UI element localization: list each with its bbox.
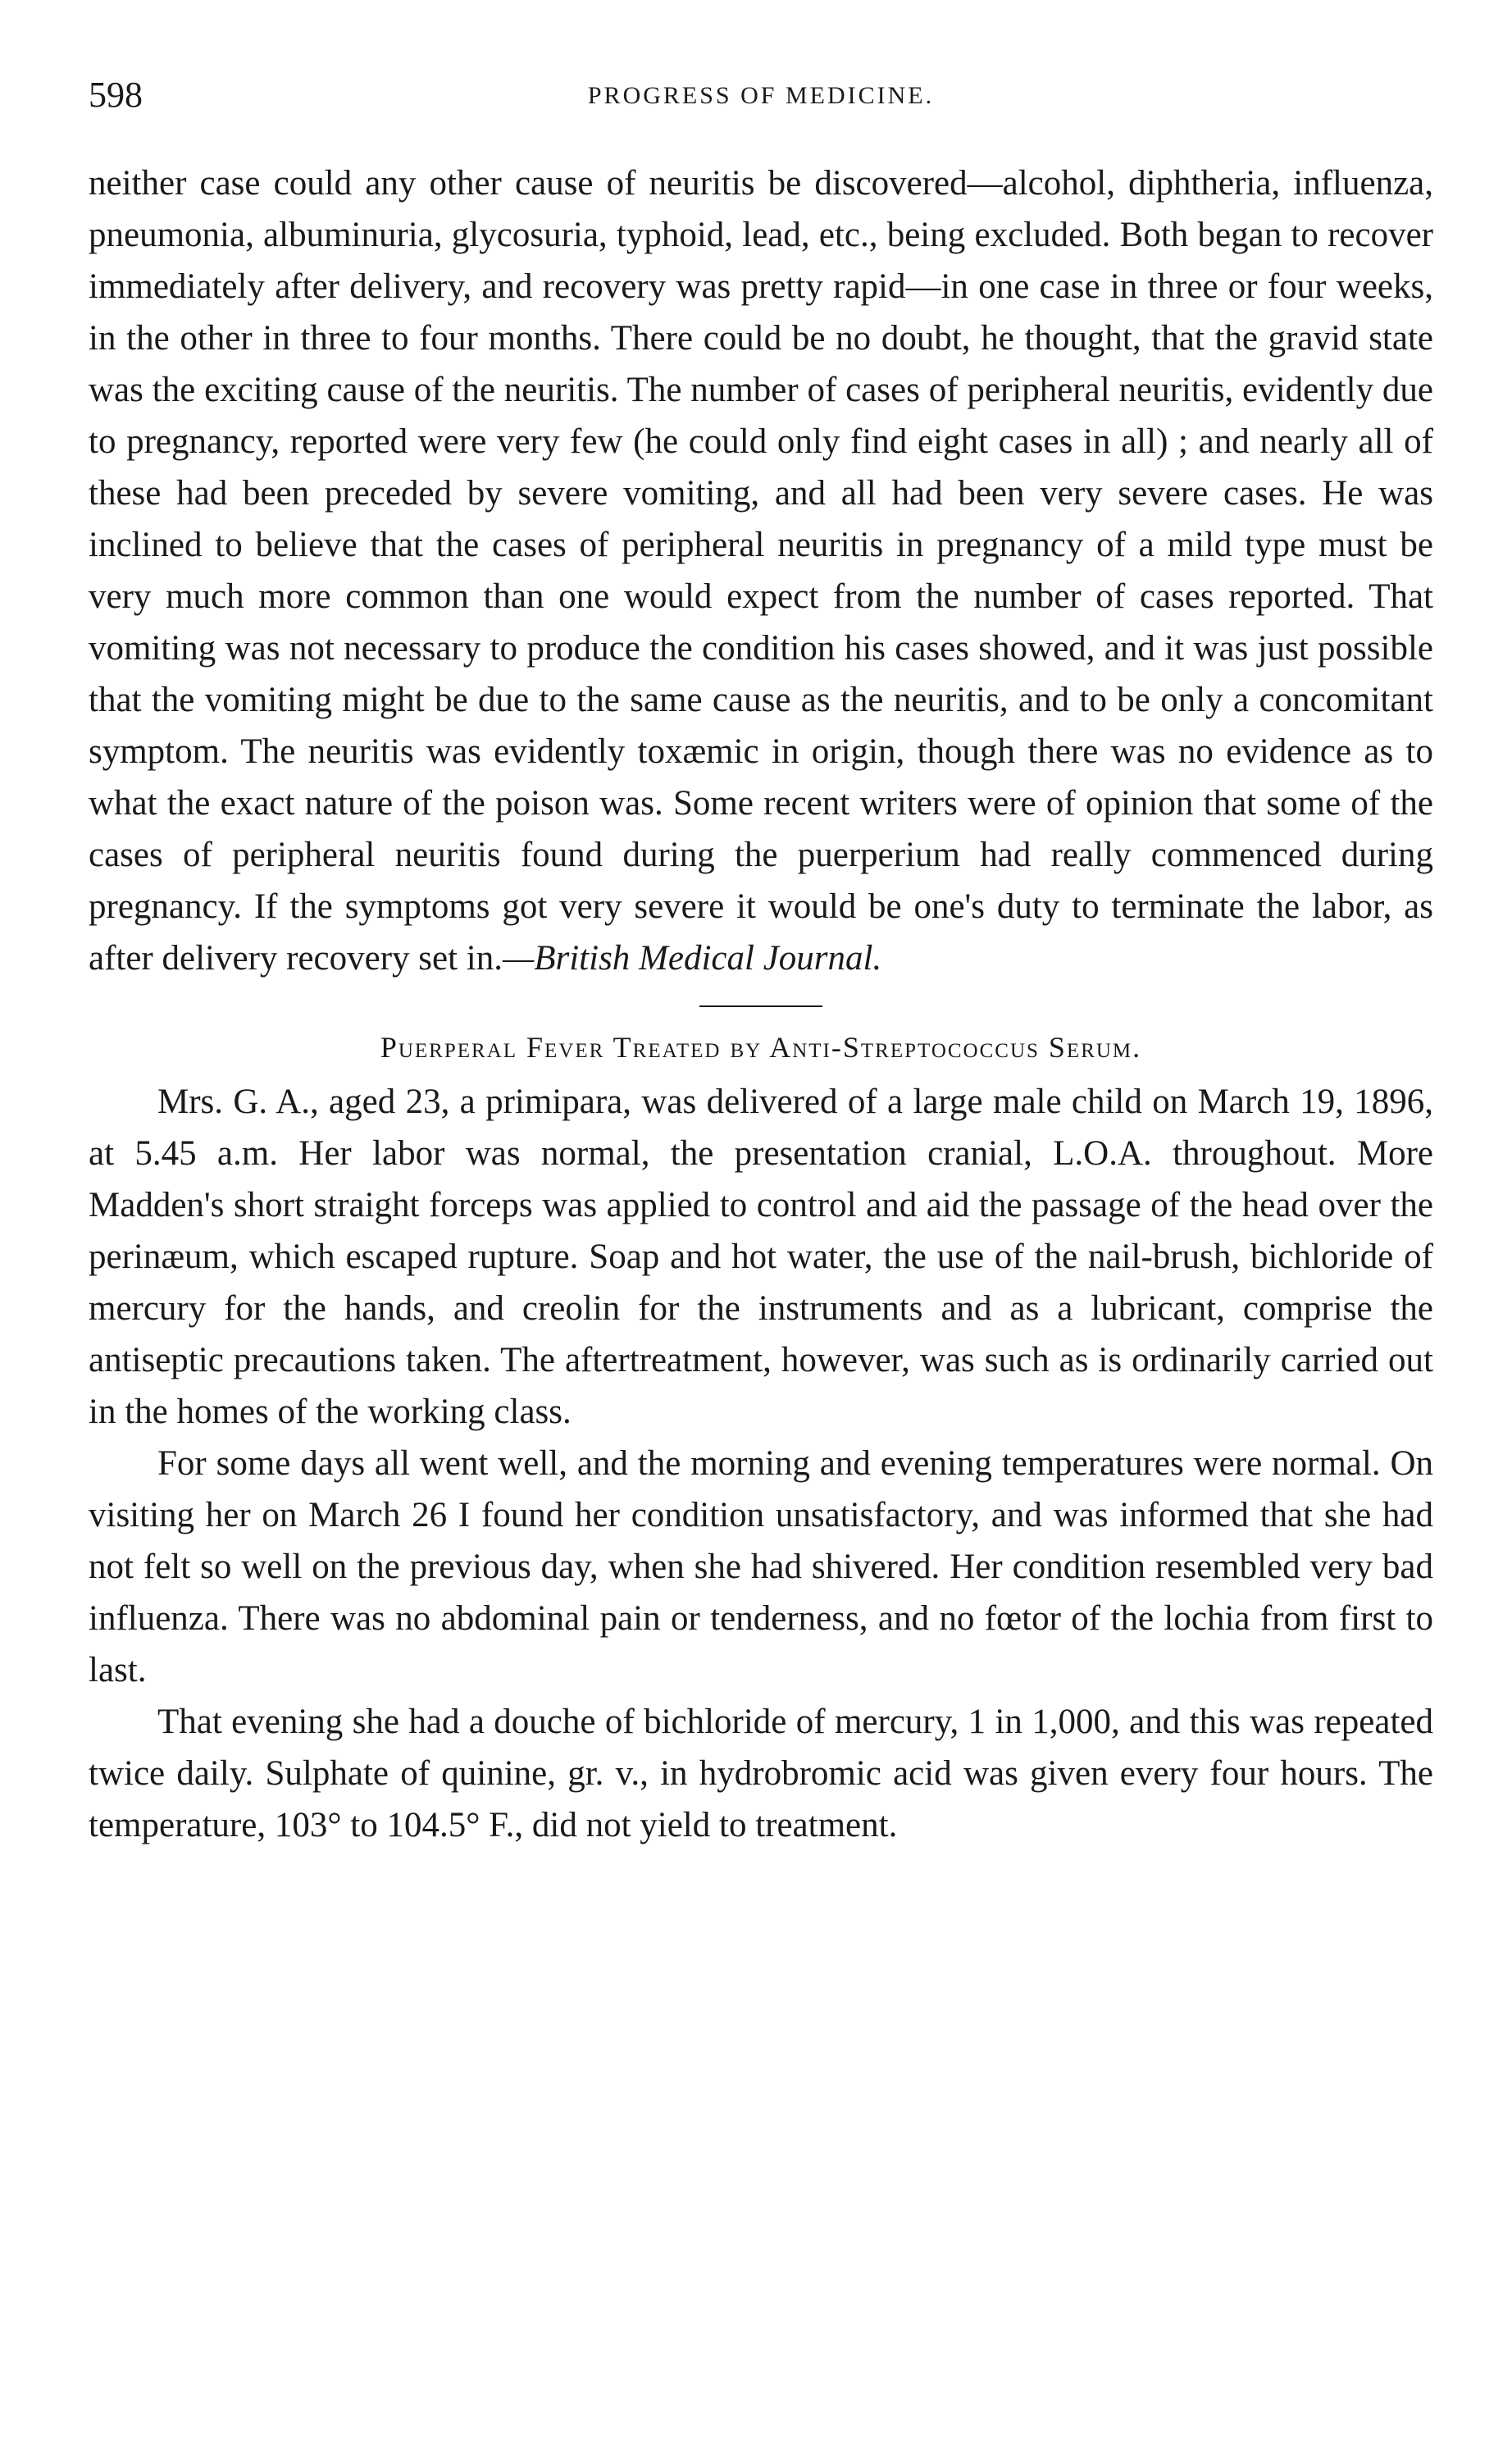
case-paragraph-1: Mrs. G. A., aged 23, a primipara, was delivered of a large male child on March 19, 1896, at 5.45 a.m. Her labor was normal, the presentation cranial, L.O.A. throughout. More Madden's short straight forceps was applied to control and aid the passage of the head over the perinæum, which escaped rupture. Soap and hot water, the use of the nail-brush, bichloride of mercury for the hands, and creolin for the instruments and as a lubricant, comprise the antiseptic precautions taken. The aftertreatment, however, was such as is ordinarily carried out in the homes of the working class.: [89, 1083, 1433, 1431]
book-page: [89, 74, 1433, 1851]
neuritis-article-text: neither case could any other cause of neuritis be discovered—alcohol, diphtheria, influenza, pneumonia, albuminuria, glycosuria, typhoid, lead, etc., being excluded. Both began to recover immediately after delivery, and recovery was pretty rapid—in one case in three or four weeks, in the other in three to four months. There could be no doubt, he thought, that the gravid state was the exciting cause of the neuritis. The number of cases of peripheral neuritis, evidently due to pregnancy, reported were very few (he could only find eight cases in all) ; and nearly all of these had been preceded by severe vomiting, and all had been very severe cases. He was inclined to believe that the cases of peripheral neuritis in pregnancy of a mild type must be very much more common than one would expect from the number of cases reported. That vomiting was not necessary to produce the condition his cases showed, and it was just possible that the vomiting might be due to the same cause as the neuritis, and to be only a concomitant symptom. The neuritis was evidently toxæmic in origin, though there was no evidence as to what the exact nature of the poison was. Some recent writers were of opinion that some of the cases of peripheral neuritis found during the puerperium had really commenced during pregnancy. If the symptoms got very severe it would be one's duty to terminate the labor, as after delivery recovery set in.: [89, 164, 1433, 978]
page-number: 598: [89, 75, 143, 115]
running-title: PROGRESS OF MEDICINE.: [587, 82, 935, 109]
section-heading: Puerperal Fever Treated by Anti-Streptococcus Serum.: [380, 1031, 1142, 1064]
section-divider: [699, 1005, 822, 1007]
neuritis-article-paragraph: [89, 157, 1433, 984]
journal-citation: —British Medical Journal.: [503, 939, 882, 978]
case-paragraph-3: That evening she had a douche of bichloride of mercury, 1 in 1,000, and this was repeated twice daily. Sulphate of quinine, gr. v., in hydrobromic acid was given every four hours. The temperature, 103° to 104.5° F., did not yield to treatment.: [89, 1703, 1433, 1844]
case-paragraph-2: For some days all went well, and the morning and evening temperatures were normal. On visiting her on March 26 I found her condition unsatisfactory, and was informed that she had not felt so well on the previous day, when she had shivered. Her condition resembled very bad influenza. There was no abdominal pain or tenderness, and no fœtor of the lochia from first to last.: [89, 1444, 1433, 1689]
page-header: [89, 74, 1433, 131]
